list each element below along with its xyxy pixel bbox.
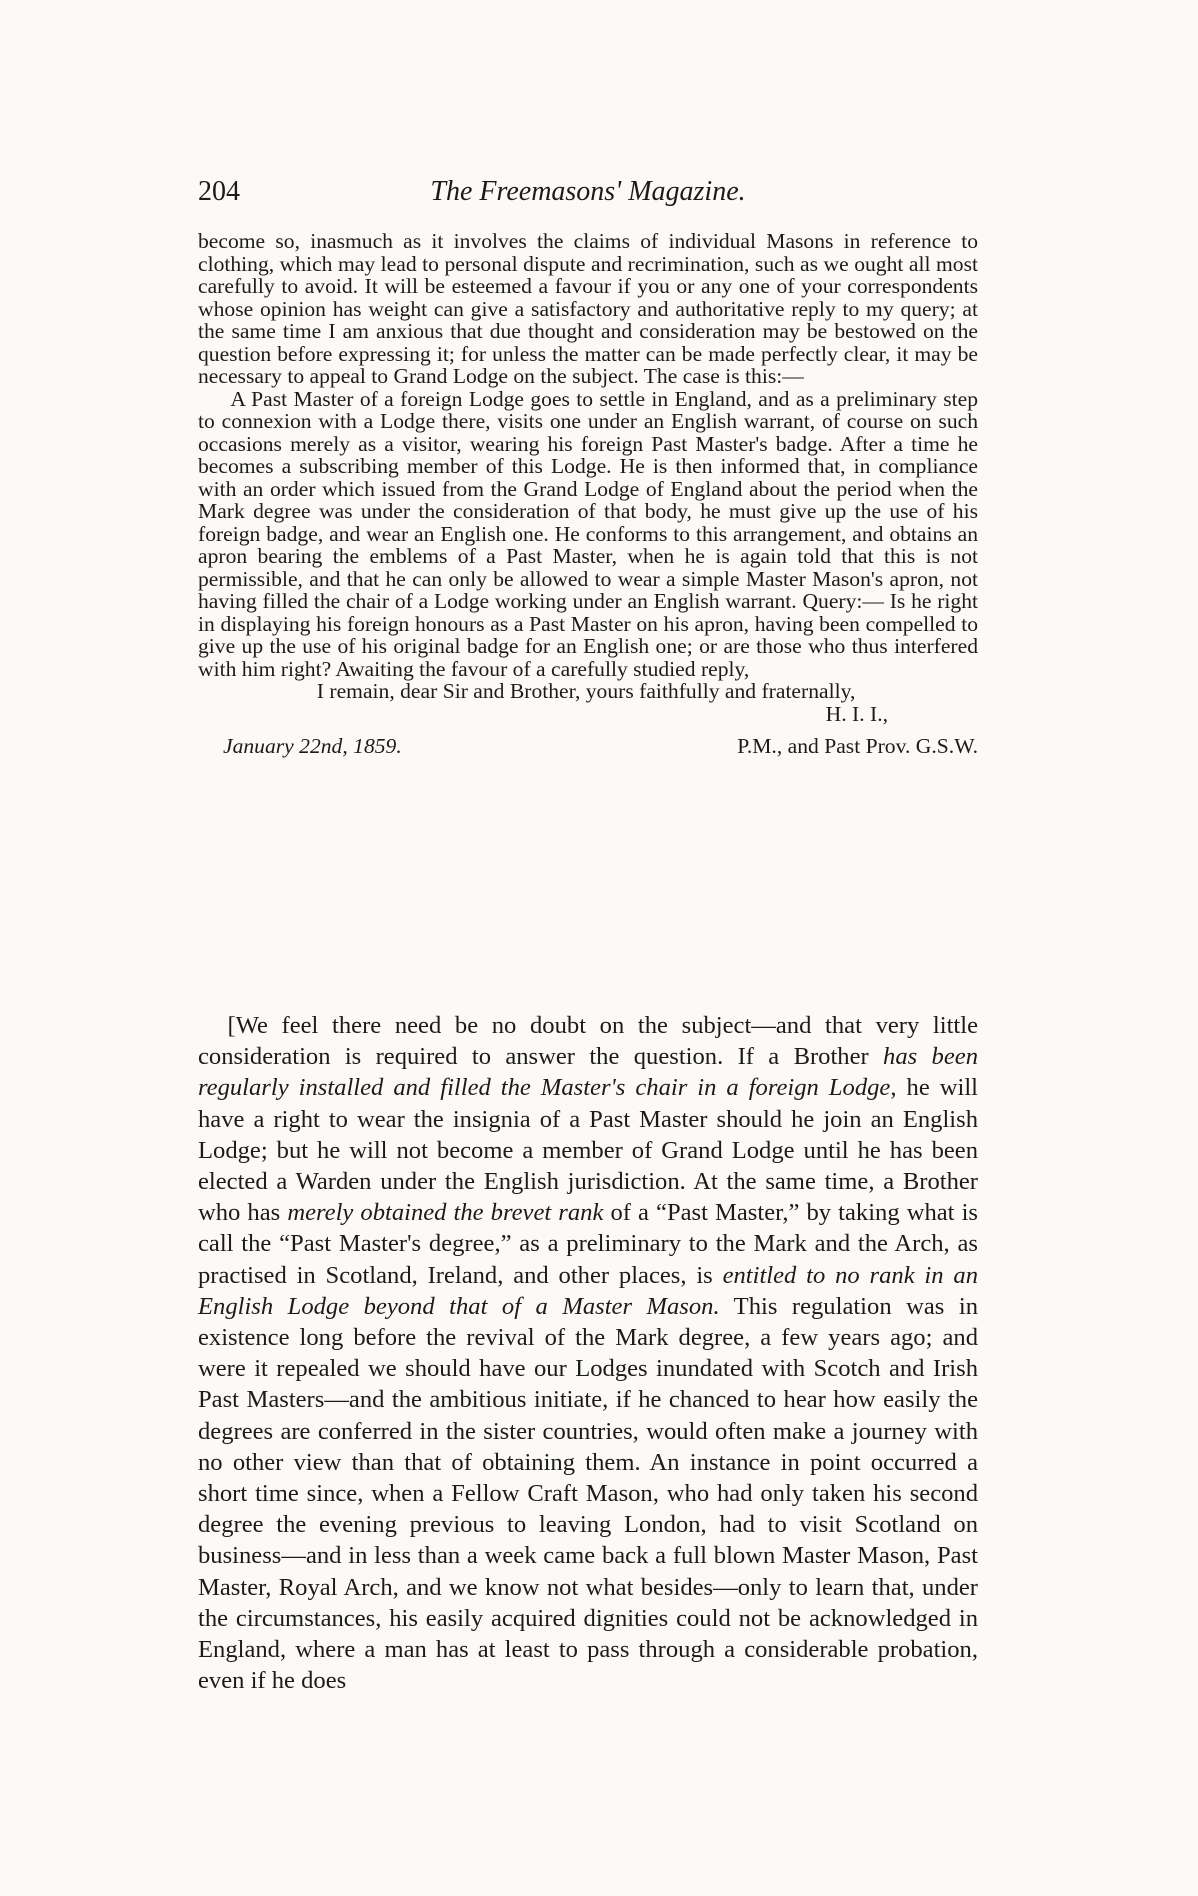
reply-text: [We feel there need be no doubt on the subject—and that very little consideration is required to answer the question. If a Brother [198,1012,978,1071]
letter-initials: H. I. I., [825,701,888,726]
reply-text: This regulation was in existence long before the revival of the Mark degree, a few years ago; and were it repealed we should have our Lodges inundated with Scotch and Irish Past Masters—and the ambitious initiate, if he chanced to hear how easily the degrees are conferred in the sister countries, would often make a journey with no other view than that of obtaining them. An instance in point occurred a short time since, when a Fellow Craft Mason, who had only taken his second degree the evening previous to leaving London, had to visit Scotland on business—and in less than a week came back a full blown Master Mason, Past Master, Royal Arch, and we know not what besides—only to learn that, under the circumstances, his easily acquired dignities could not be acknowledged in England, where a man has at least to pass through a considerable probation, even if he does [198,1292,978,1695]
reply-italic-text: entitled to no rank in an English Lodge beyond that of a Master Mason. [198,1261,978,1320]
letter-date-line [198,729,978,763]
letter-date: January 22nd, 1859. [223,734,402,758]
page-number: 204 [198,176,240,207]
letter-office: P.M., and Past Prov. G.S.W. [737,734,978,758]
reply-text: of a “Past Master,” by taking what is call the “Past Master's degree,” as a preliminary to the Mark and the Arch, as practised in Scotland, Ireland, and other places, is [198,1199,979,1289]
reply-italic-text: merely obtained the brevet rank [287,1199,604,1227]
correspondence-letter [198,230,978,763]
running-head [198,176,978,216]
reply-italic-text: has been regularly installed and filled the Master's chair in a foreign Lodge [198,1043,978,1102]
letter-paragraph: A Past Master of a foreign Lodge goes to settle in England, and as a preliminary step to connexion with a Lodge there, visits one under an English warrant, of course on such occasions merely as a visitor, wearing his foreign Past Master's badge. After a time he becomes a subscribing member of this Lodge. He is then informed that, in compliance with an order which issued from the Grand Lodge of England about the period when the Mark degree was under the consideration of that body, he must give up the use of his foreign badge, and wear an English one. He conforms to this arrangement, and obtains an apron bearing the emblems of a Past Master, when he is again told that this is not permissible, and that he can only be allowed to wear a simple Master Mason's apron, not having filled the chair of a Lodge working under an English warrant. Query:— Is he right in displaying his foreign honours as a Past Master on his apron, having been compelled to give up the use of his original badge for an English one; or are those who thus interfered with him right? Awaiting the favour of a carefully studied reply, [198,386,978,681]
reply-paragraph [198,1010,978,1696]
editorial-reply [198,1010,978,1696]
journal-title: The Freemasons' Magazine. [430,176,746,207]
letter-paragraph: become so, inasmuch as it involves the claims of individual Masons in reference to clothing, which may lead to personal dispute and recrimination, such as we ought all most carefully to avoid. It will be esteemed a favour if you or any one of your correspondents whose opinion has weight can give a satisfactory and authoritative reply to my query; at the same time I am anxious that due thought and consideration may be bestowed on the question before expressing it; for unless the matter can be made perfectly clear, it may be necessary to appeal to Grand Lodge on the subject. The case is this:— [198,229,978,388]
reply-text: , he will have a right to wear the insignia of a Past Master should he join an English Lodge; but he will not become a member of Grand Lodge until he has been elected a Warden under the English jurisdiction. At the same time, a Brother who has [198,1074,978,1227]
letter-signoff: I remain, dear Sir and Brother, yours faithfully and fraternally, [316,679,856,703]
